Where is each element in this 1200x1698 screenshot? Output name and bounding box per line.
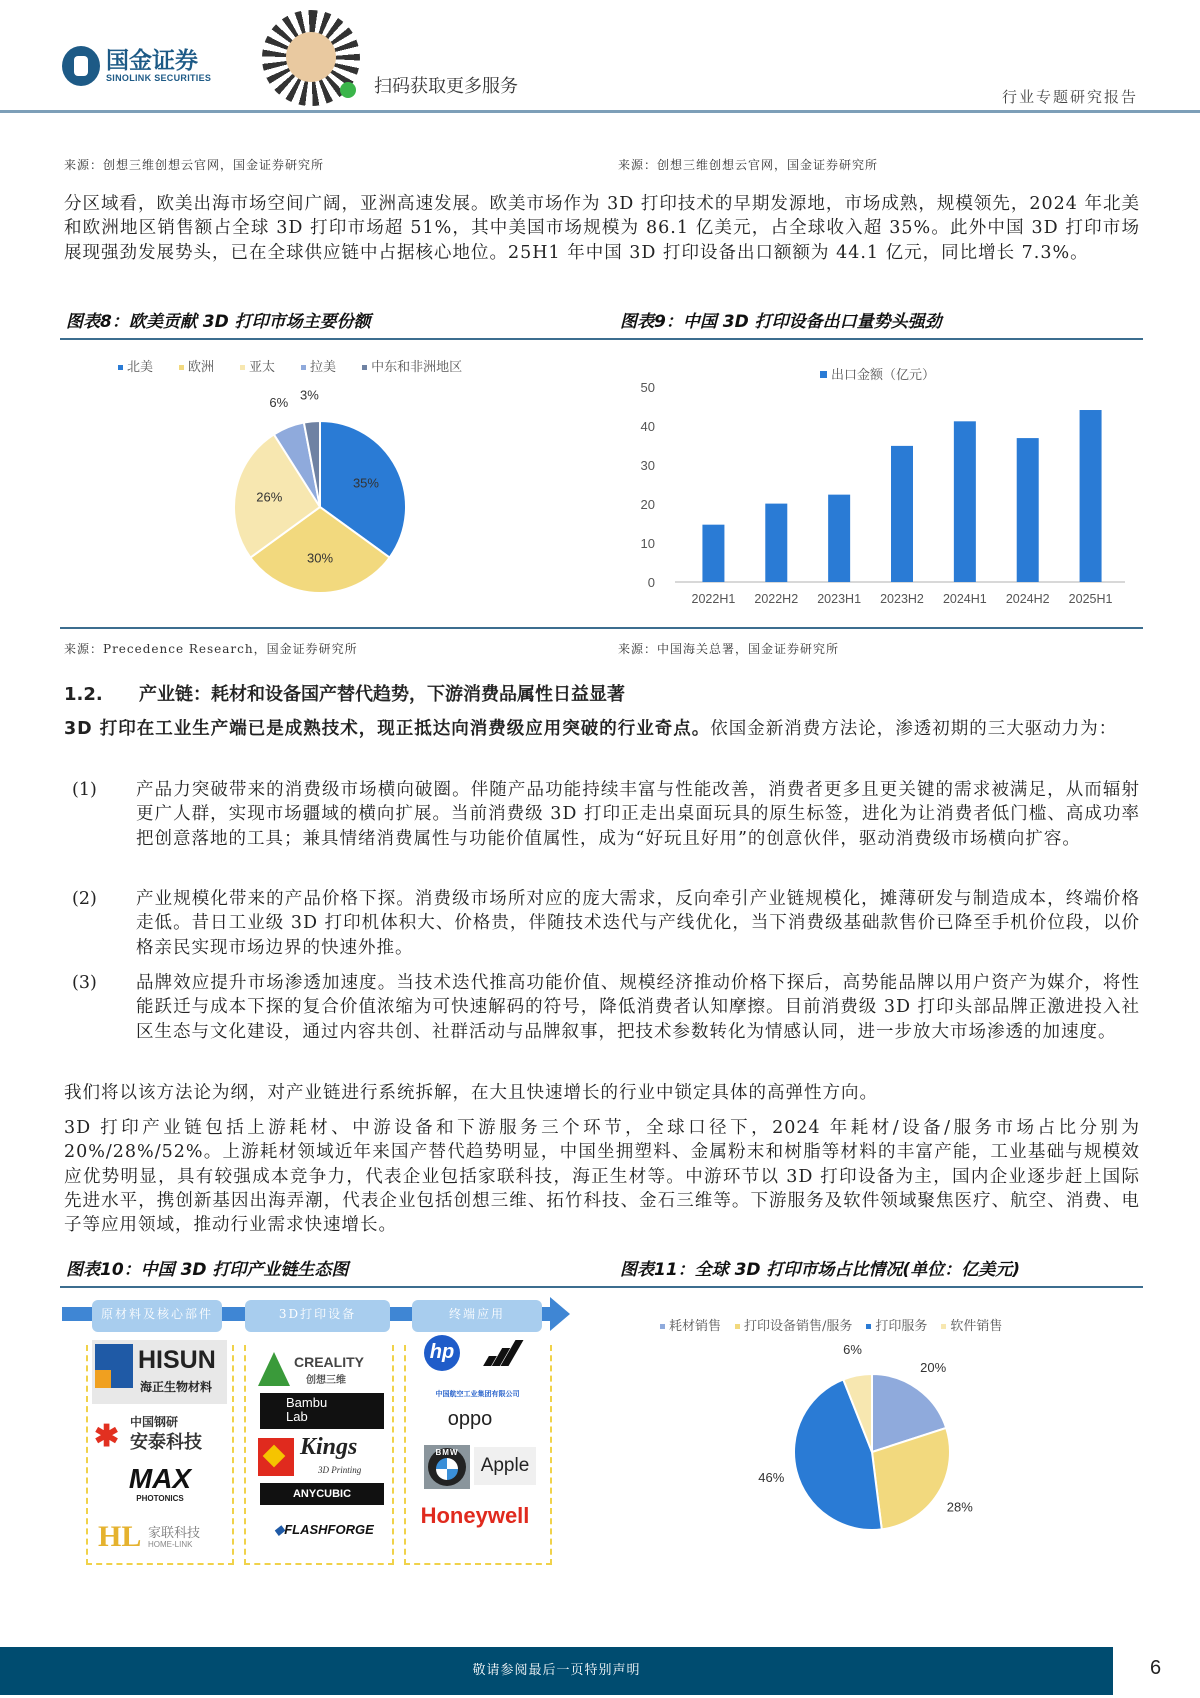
oppo-logo: oppo <box>447 1408 493 1430</box>
stage-upstream: 原材料及核心部件 <box>92 1300 222 1332</box>
header-divider <box>0 110 1200 113</box>
legend-item <box>301 356 336 375</box>
footer-disclaimer: 敬请参阅最后一页特别声明 <box>0 1647 1113 1695</box>
list-number: (3) <box>72 973 97 993</box>
section-title: 产业链：耗材和设备国产替代趋势，下游消费品属性日益显著 <box>139 684 626 705</box>
legend-label: 中东和非洲地区 <box>371 360 463 375</box>
wechat-miniprogram-icon <box>340 82 356 98</box>
qr-code-icon[interactable] <box>262 10 360 106</box>
y-tick-label: 40 <box>640 419 655 434</box>
y-tick-label: 0 <box>647 575 655 590</box>
x-tick-label: 2024H1 <box>942 592 987 606</box>
list-item <box>72 887 1140 960</box>
bar-2023H2 <box>891 446 913 582</box>
list-number: (2) <box>72 889 97 909</box>
legend-swatch <box>179 365 184 370</box>
page-number: 6 <box>1150 1657 1162 1679</box>
apple-logo: Apple <box>474 1447 536 1485</box>
y-tick-label: 30 <box>640 458 655 473</box>
logo-mark-icon <box>62 46 100 86</box>
lead-paragraph <box>64 717 1140 741</box>
legend-label: 拉美 <box>310 360 337 375</box>
hp-logo: hp <box>424 1335 460 1371</box>
list-item <box>72 778 1140 851</box>
legend-label: 软件销售 <box>950 1319 1003 1334</box>
pie-value-label: 28% <box>946 1499 973 1515</box>
legend-label: 耗材销售 <box>669 1319 722 1334</box>
legend-label: 北美 <box>127 360 154 375</box>
pie-legend <box>660 1315 1002 1334</box>
legend-item <box>660 1315 721 1334</box>
legend-swatch <box>240 365 245 370</box>
legend-item <box>179 356 214 375</box>
intro-paragraph: 分区域看，欧美出海市场空间广阔，亚洲高速发展。欧美市场作为 3D 打印技术的早期发源地，市场成熟，规模领先，2024 年北美和欧洲地区销售额占全球 3D 打印市场超 51%，其中美国市场规模为 86.1 亿美元，占全球收入超 35%。此外中国 3D 打印市场展现强劲发展势头，已在全球供应链中占据核心地位。25H1 年中国 3D 打印设备出口额额为 44.1 亿元，同比增长 7.3%。 <box>64 194 1140 263</box>
pie-value-label: 6% <box>843 1341 862 1357</box>
bar-2023H1 <box>828 495 850 582</box>
anycubic-logo: ANYCUBIC <box>260 1483 384 1505</box>
bar-2024H2 <box>1017 438 1039 582</box>
bambu-lab-logo: Bambu Lab <box>260 1393 384 1429</box>
source-note: 来源：创想三维创想云官网，国金证券研究所 <box>64 158 325 172</box>
pie-value-label: 6% <box>269 394 289 410</box>
legend-swatch <box>362 365 367 370</box>
legend-item <box>735 1315 852 1334</box>
bar-2024H1 <box>954 421 976 582</box>
legend-swatch <box>660 1324 665 1329</box>
lead-rest: 依国金新消费方法论，渗透初期的三大驱动力为： <box>710 719 1118 739</box>
figure-title-rule <box>60 1286 1143 1288</box>
y-tick-label: 50 <box>640 380 655 395</box>
avic-logo: 中国航空工业集团有限公司 <box>435 1390 520 1398</box>
figure-11-title: 图表11：全球 3D 打印市场占比情况(单位：亿美元) <box>620 1260 1020 1280</box>
source-note: 来源：中国海关总署，国金证券研究所 <box>618 642 840 656</box>
bar-chart-exports <box>620 355 1150 625</box>
hisun-logo: HISUN 海正生物材料 <box>92 1340 227 1404</box>
legend-swatch <box>735 1324 740 1329</box>
figure-8-title: 图表8：欧美贡献 3D 打印市场主要份额 <box>66 312 371 332</box>
pie-value-label: 20% <box>920 1359 947 1375</box>
legend-label: 欧洲 <box>188 360 215 375</box>
lead-bold: 3D 打印在工业生产端已是成熟技术，现正抵达向消费级应用突破的行业奇点。 <box>64 719 711 739</box>
source-note: 来源：创想三维创想云官网，国金证券研究所 <box>618 158 879 172</box>
pie-legend <box>118 356 462 375</box>
pie-value-label: 46% <box>758 1469 785 1485</box>
legend-swatch <box>118 365 123 370</box>
figure-bottom-rule <box>60 627 1143 629</box>
legend-swatch <box>301 365 306 370</box>
legend-label: 亚太 <box>249 360 276 375</box>
atmcn-logo: ✱ 中国钢研 安泰科技 <box>94 1415 202 1453</box>
x-tick-label: 2024H2 <box>1005 592 1050 606</box>
creality-logo: CREALITY 创想三维 <box>258 1352 383 1392</box>
honeywell-logo: Honeywell <box>420 1503 530 1528</box>
x-tick-label: 2022H1 <box>691 592 736 606</box>
pie-value-label: 26% <box>256 489 283 505</box>
legend-swatch <box>820 371 827 378</box>
list-text: 产品力突破带来的消费级市场横向破圈。伴随产品功能持续丰富与性能改善，消费者更多且更关键的需求被满足，从而辐射更广人群，实现市场疆域的横向扩展。当前消费级 3D 打印正走出桌面玩具的原生标签，进化为让消费者低门槛、高成功率把创意落地的工具；兼具情绪消费属性与功能价值属性，成为“好玩且好用”的创意伙伴，驱动消费级市场横向扩容。 <box>136 780 1140 849</box>
y-tick-label: 20 <box>640 497 655 512</box>
figure-10-title: 图表10：中国 3D 打印产业链生态图 <box>66 1260 349 1280</box>
legend-swatch <box>941 1324 946 1329</box>
legend-item <box>240 356 275 375</box>
y-tick-label: 10 <box>640 536 655 551</box>
legend-item <box>362 356 462 375</box>
pie-value-label: 3% <box>300 390 319 403</box>
pie-value-label: 35% <box>352 475 379 491</box>
company-logo <box>62 46 211 86</box>
adidas-logo <box>484 1338 526 1368</box>
logo-en: SINOLINK SECURITIES <box>106 73 212 83</box>
pie-chart-market-share <box>752 1340 992 1565</box>
bar-legend <box>820 367 935 383</box>
bar-2025H1 <box>1080 410 1102 582</box>
legend-label: 出口金额（亿元） <box>831 368 936 383</box>
legend-item <box>941 1315 1002 1334</box>
document-type: 行业专题研究报告 <box>1001 88 1138 106</box>
flashforge-logo: ◆FLASHFORGE <box>274 1522 374 1537</box>
list-item <box>72 971 1140 1044</box>
list-text: 产业规模化带来的产品价格下探。消费级市场所对应的庞大需求，反向牵引产业链规模化，摊薄研发与制造成本，终端价格走低。昔日工业级 3D 打印机体积大、价格贵，伴随技术迭代与产线优化，当下消费级基础款售价已降至手机价位段，以价格亲民实现市场边界的快速外推。 <box>136 889 1140 958</box>
section-heading <box>64 680 625 706</box>
source-note: 来源：Precedence Research，国金证券研究所 <box>64 642 358 656</box>
pie-value-label: 30% <box>306 550 334 566</box>
x-tick-label: 2022H2 <box>754 592 799 606</box>
list-text: 品牌效应提升市场渗透加速度。当技术迭代推高功能价值、规模经济推动价格下探后，高势能品牌以用户资产为媒介，将性能跃迁与成本下探的复合价值浓缩为可快速解码的符号，降低消费者认知摩擦。目前消费级 3D 打印头部品牌正激进投入社区生态与文化建设，通过内容共创、社群活动与品牌叙事，把技术参数转化为情感认同，进一步放大市场渗透的加速度。 <box>136 973 1140 1042</box>
legend-label: 打印服务 <box>875 1319 928 1334</box>
pie-chart-regions <box>200 390 440 630</box>
chain-paragraph: 3D 打印产业链包括上游耗材、中游设备和下游服务三个环节，全球口径下，2024 年耗材/设备/服务市场占比分别为 20%/28%/52%。上游耗材领域近年来国产替代趋势明显，中国坐拥塑料、金属粉末和树脂等材料的丰富产能，工业基础与规模效应优势明显，具有较强成本竞争力，代表企业包括家联科技，海正生材等。中游环节以 3D 打印设备为主，国内企业逐步赶上国际先进水平，携创新基因出海弄潮，代表企业包括创想三维、拓竹科技、金石三维等。下游服务及软件领域聚焦医疗、航空、消费、电子等应用领域，推动行业需求快速增长。 <box>64 1118 1140 1236</box>
stage-downstream: 终端应用 <box>412 1300 542 1332</box>
figure-9-title: 图表9：中国 3D 打印设备出口量势头强劲 <box>620 312 942 332</box>
legend-item <box>866 1315 927 1334</box>
figure-title-rule <box>60 338 1143 340</box>
x-tick-label: 2025H1 <box>1068 592 1113 606</box>
max-photonics-logo: MAX PHOTONICS <box>128 1463 192 1503</box>
section-number: 1.2. <box>64 684 103 705</box>
qr-caption: 扫码获取更多服务 <box>374 76 518 97</box>
stage-midstream: 3D打印设备 <box>245 1300 390 1332</box>
x-tick-label: 2023H1 <box>817 592 862 606</box>
legend-swatch <box>866 1324 871 1329</box>
homelink-logo: HL 家联科技 HOME-LINK <box>98 1520 201 1553</box>
bar-2022H1 <box>702 525 724 582</box>
kings-logo: Kings 3D Printing <box>258 1436 383 1480</box>
bmw-lettering: BMW <box>435 1448 459 1457</box>
method-paragraph: 我们将以该方法论为纲，对产业链进行系统拆解，在大且快速增长的行业中锁定具体的高弹性方向。 <box>64 1083 878 1103</box>
list-number: (1) <box>72 780 97 800</box>
logo-cn: 国金证券 <box>106 48 198 74</box>
legend-label: 打印设备销售/服务 <box>744 1319 853 1334</box>
x-tick-label: 2023H2 <box>880 592 924 606</box>
bmw-logo <box>424 1445 470 1489</box>
bar-2022H2 <box>765 504 787 582</box>
legend-item <box>118 356 153 375</box>
